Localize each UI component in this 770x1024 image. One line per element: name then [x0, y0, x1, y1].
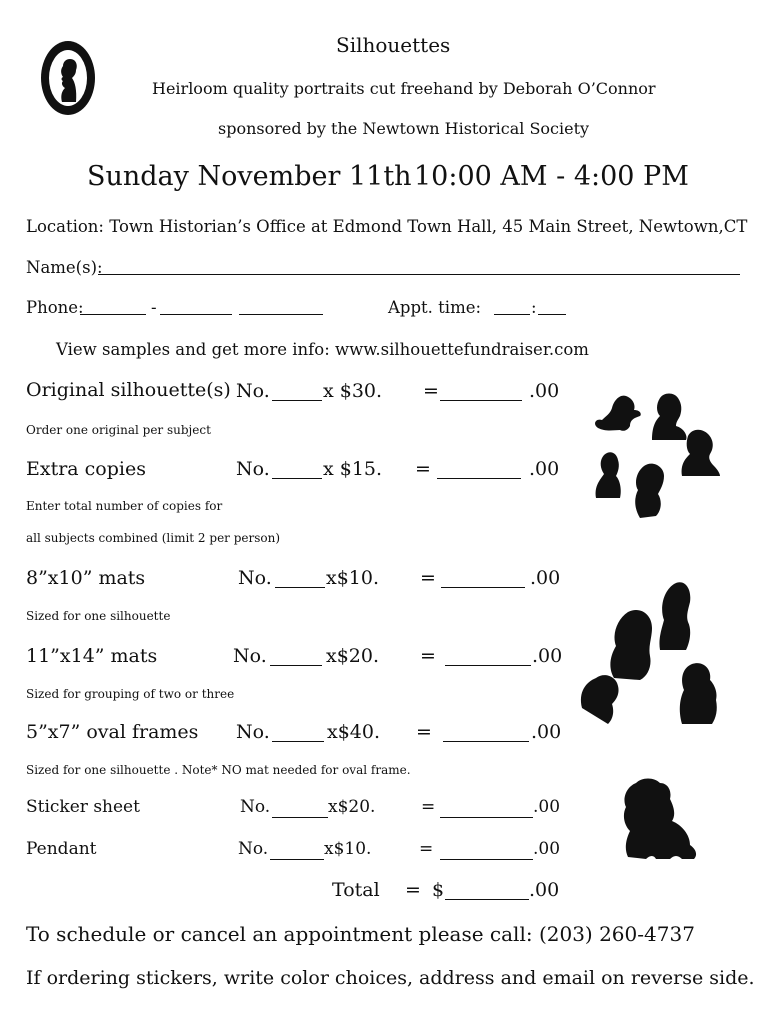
item-no-label: No. — [236, 721, 270, 743]
silhouette-group-portraits-icon — [578, 580, 728, 730]
item-quantity-field[interactable] — [272, 727, 324, 742]
item-quantity-field[interactable] — [272, 803, 328, 818]
item-price: x$10. — [326, 567, 380, 589]
phone-dash: - — [151, 298, 157, 317]
names-field[interactable] — [98, 260, 740, 275]
item-quantity-field[interactable] — [272, 464, 322, 479]
item-cents: .00 — [532, 645, 563, 667]
total-label: Total — [332, 879, 380, 901]
item-label: 8”x10” mats — [26, 567, 146, 589]
item-label: Extra copies — [26, 458, 146, 480]
item-equals: = — [420, 567, 436, 589]
item-price: x$40. — [327, 721, 381, 743]
item-quantity-field[interactable] — [270, 651, 322, 666]
item-note: all subjects combined (limit 2 per person) — [26, 531, 281, 545]
item-label: Pendant — [26, 839, 97, 859]
item-label: 5”x7” oval frames — [26, 721, 199, 743]
page-title: Silhouettes — [336, 33, 451, 57]
item-cents: .00 — [533, 839, 561, 859]
silhouette-logo-icon — [38, 38, 98, 118]
total-currency: $ — [432, 879, 445, 901]
item-no-label: No. — [240, 797, 271, 817]
item-equals: = — [421, 797, 436, 817]
item-cents: .00 — [531, 721, 562, 743]
item-note: Enter total number of copies for — [26, 499, 223, 513]
location-line: Location: Town Historian’s Office at Edmond Town Hall, 45 Main Street, Newtown,CT — [26, 217, 748, 236]
appt-hour-field[interactable] — [494, 300, 530, 315]
item-quantity-field[interactable] — [275, 573, 325, 588]
item-label: 11”x14” mats — [26, 645, 158, 667]
item-amount-field[interactable] — [437, 464, 521, 479]
item-note: Order one original per subject — [26, 423, 211, 437]
item-price: x$10. — [324, 839, 372, 859]
item-quantity-field[interactable] — [270, 845, 324, 860]
item-equals: = — [423, 380, 439, 402]
item-note: Sized for one silhouette — [26, 609, 171, 623]
appt-minute-field[interactable] — [538, 300, 566, 315]
total-equals: = — [405, 879, 421, 901]
event-date: Sunday November 11th — [87, 161, 412, 192]
poodle-silhouette-icon — [612, 775, 700, 860]
silhouette-group-family-icon — [590, 380, 730, 525]
item-price: x $30. — [323, 380, 383, 402]
phone-prefix-field[interactable] — [160, 300, 232, 315]
item-no-label: No. — [236, 380, 270, 402]
item-amount-field[interactable] — [440, 803, 533, 818]
item-cents: .00 — [529, 380, 560, 402]
item-cents: .00 — [530, 567, 561, 589]
info-line: View samples and get more info: www.silhouettefundraiser.com — [56, 340, 589, 359]
appt-colon: : — [531, 298, 537, 317]
event-time: 10:00 AM - 4:00 PM — [414, 161, 689, 192]
stickers-line: If ordering stickers, write color choices, address and email on reverse side. — [26, 967, 755, 989]
item-price: x$20. — [328, 797, 376, 817]
total-amount-field[interactable] — [445, 885, 529, 900]
item-label: Original silhouette(s) — [26, 379, 231, 401]
subtitle: Heirloom quality portraits cut freehand by Deborah O’Connor — [152, 79, 656, 98]
item-amount-field[interactable] — [443, 727, 529, 742]
item-quantity-field[interactable] — [272, 386, 322, 401]
item-price: x$20. — [326, 645, 380, 667]
total-cents: .00 — [529, 879, 560, 901]
item-equals: = — [420, 645, 436, 667]
item-no-label: No. — [238, 839, 269, 859]
appt-label: Appt. time: — [388, 298, 482, 317]
names-label: Name(s): — [26, 258, 103, 277]
item-label: Sticker sheet — [26, 797, 140, 817]
phone-area-field[interactable] — [80, 300, 146, 315]
item-amount-field[interactable] — [441, 573, 525, 588]
item-equals: = — [419, 839, 434, 859]
phone-label: Phone: — [26, 298, 84, 317]
item-price: x $15. — [323, 458, 383, 480]
item-note: Sized for grouping of two or three — [26, 687, 235, 701]
item-amount-field[interactable] — [440, 386, 522, 401]
item-equals: = — [415, 458, 431, 480]
item-cents: .00 — [529, 458, 560, 480]
phone-line-field[interactable] — [239, 300, 323, 315]
schedule-line: To schedule or cancel an appointment please call: (203) 260-4737 — [26, 922, 695, 946]
item-no-label: No. — [233, 645, 267, 667]
item-note: Sized for one silhouette . Note* NO mat needed for oval frame. — [26, 763, 411, 777]
item-amount-field[interactable] — [445, 651, 531, 666]
sponsor-line: sponsored by the Newtown Historical Society — [218, 119, 590, 138]
item-equals: = — [416, 721, 432, 743]
item-no-label: No. — [238, 567, 272, 589]
item-amount-field[interactable] — [440, 845, 533, 860]
item-no-label: No. — [236, 458, 270, 480]
item-cents: .00 — [533, 797, 561, 817]
